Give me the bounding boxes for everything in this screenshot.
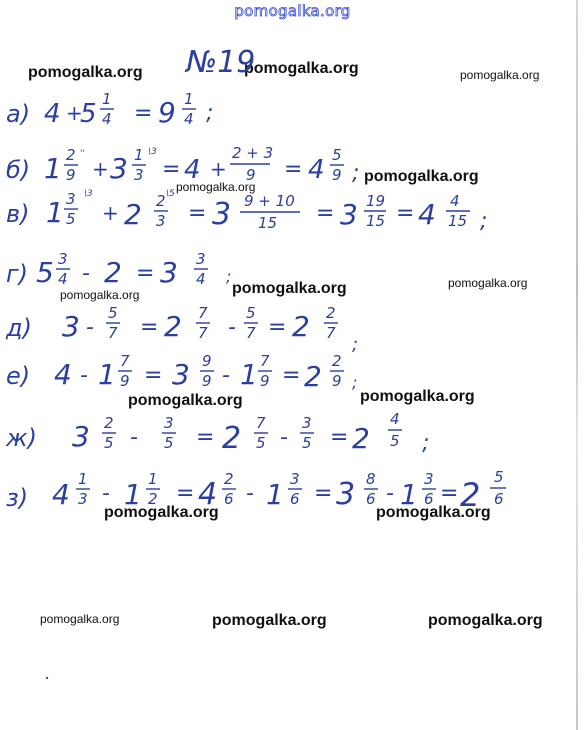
math-token: = xyxy=(162,157,181,182)
math-token: 7 xyxy=(198,304,208,322)
math-token: = xyxy=(136,261,155,286)
math-token: 3 xyxy=(164,414,174,432)
math-token: 5 xyxy=(104,434,114,452)
math-token: 2 xyxy=(164,310,182,343)
math-token: 8 xyxy=(366,470,376,488)
math-token: = xyxy=(282,363,301,388)
math-token: 2 xyxy=(124,198,142,231)
math-token: = xyxy=(188,201,207,226)
watermark: pomogalka.org xyxy=(448,276,528,290)
math-token: 1 xyxy=(78,470,88,488)
math-token: ; xyxy=(226,267,232,286)
ink-dot xyxy=(46,677,48,679)
math-token: 1 xyxy=(240,358,258,391)
math-token: 3 xyxy=(78,490,88,508)
math-token: - xyxy=(82,261,90,286)
math-token: 3 xyxy=(424,470,434,488)
math-token: 5 xyxy=(36,256,54,289)
math-token: 9 xyxy=(332,372,342,390)
math-token: 4 xyxy=(184,110,194,128)
math-token: 7 xyxy=(256,414,266,432)
watermark: pomogalka.org xyxy=(212,612,327,629)
math-token: 5 xyxy=(390,432,400,450)
math-token: 2 xyxy=(304,360,322,393)
math-token: 9 xyxy=(158,96,176,129)
math-token: - xyxy=(130,425,138,450)
math-token: 4 xyxy=(450,192,460,210)
math-token: \5 xyxy=(166,189,175,199)
math-token: 7 xyxy=(326,324,336,342)
math-token: 4 xyxy=(54,358,72,391)
math-token: ; xyxy=(206,101,214,126)
math-token: 6 xyxy=(224,490,234,508)
math-token: 2 xyxy=(66,146,76,164)
watermark: pomogalka.org xyxy=(376,504,491,521)
math-token: 6 xyxy=(494,490,504,508)
math-token: 3 xyxy=(172,358,190,391)
math-token: = xyxy=(440,481,459,506)
math-token: 4 xyxy=(308,155,325,185)
math-token: = xyxy=(196,425,215,450)
math-token: 5 xyxy=(256,434,266,452)
math-token: 5 xyxy=(302,434,312,452)
math-token: 2 xyxy=(156,192,166,210)
math-token: б) xyxy=(6,156,31,184)
math-token: = xyxy=(134,101,153,126)
math-token: 2 xyxy=(460,476,481,514)
math-token: 5 xyxy=(246,304,256,322)
watermark: pomogalka.org xyxy=(40,612,120,626)
math-token: 4 xyxy=(196,270,206,288)
line-a xyxy=(6,90,213,129)
math-token: 3 xyxy=(212,197,232,232)
site-header[interactable]: pomogalka.org xyxy=(234,2,351,20)
math-token: \3 xyxy=(84,189,93,199)
math-token: 2 xyxy=(326,304,336,322)
math-token: в) xyxy=(6,200,30,228)
line-v xyxy=(6,189,487,234)
math-token: 1 xyxy=(184,90,194,108)
math-token: - xyxy=(86,315,94,340)
math-token: 15 xyxy=(258,214,278,232)
line-z xyxy=(6,468,506,514)
math-token: = xyxy=(268,315,287,340)
math-token: 9 xyxy=(202,352,212,370)
watermark: pomogalka.org xyxy=(460,68,540,82)
math-token: 3 xyxy=(134,166,144,184)
math-token: 2 xyxy=(292,310,310,343)
math-token: - xyxy=(246,481,254,506)
math-token: = xyxy=(140,315,159,340)
math-token: - xyxy=(80,363,88,388)
watermark: pomogalka.org xyxy=(28,64,143,81)
math-token: - xyxy=(386,481,394,506)
line-d xyxy=(5,304,358,355)
math-token: 7 xyxy=(108,324,118,342)
math-token: а) xyxy=(6,100,31,128)
math-token: ; xyxy=(480,209,488,234)
math-token: 3 xyxy=(302,414,312,432)
math-token: 2 xyxy=(224,470,234,488)
math-token: - xyxy=(102,481,110,506)
math-token: 3 xyxy=(110,152,128,185)
math-token: 7 xyxy=(198,324,208,342)
math-token: 5 xyxy=(80,99,97,129)
math-token: 5 xyxy=(332,146,342,164)
math-token: 2 xyxy=(148,490,158,508)
math-token: ; xyxy=(422,431,430,456)
math-token: 1 xyxy=(98,358,116,391)
watermark: pomogalka.org xyxy=(128,392,243,409)
math-token: 3 xyxy=(340,198,358,231)
line-g xyxy=(6,250,231,289)
math-token: 1 xyxy=(44,152,62,185)
math-token: - xyxy=(280,425,288,450)
watermark: pomogalka.org xyxy=(244,60,359,77)
math-token: 1 xyxy=(134,146,144,164)
math-token: \3 xyxy=(148,147,157,157)
line-e xyxy=(6,352,357,393)
math-token: 1 xyxy=(124,478,142,511)
math-token: - xyxy=(222,363,230,388)
math-token: 3 xyxy=(72,420,90,453)
math-token: 15 xyxy=(448,212,468,230)
math-token: 3 xyxy=(290,470,300,488)
math-token: 4 xyxy=(418,198,436,231)
math-token: 4 xyxy=(58,270,68,288)
math-token: 6 xyxy=(424,490,434,508)
math-token: 4 xyxy=(52,478,70,511)
line-zh xyxy=(5,410,429,456)
watermark: pomogalka.org xyxy=(360,388,475,405)
math-token: 2 + 3 xyxy=(232,144,274,162)
math-token: = xyxy=(176,481,195,506)
math-token: 9 xyxy=(246,166,256,184)
line-b xyxy=(6,144,359,186)
math-token: 4 xyxy=(102,110,112,128)
math-token: з) xyxy=(6,484,29,512)
math-token: 9 + 10 xyxy=(244,192,295,210)
math-token: + xyxy=(66,101,83,125)
math-token: 9 xyxy=(202,372,212,390)
math-token: 3 xyxy=(62,310,80,343)
math-token: 9 xyxy=(66,166,76,184)
math-token: 4 xyxy=(390,410,400,428)
math-token: 2 xyxy=(104,414,114,432)
watermark: pomogalka.org xyxy=(176,180,256,194)
math-token: ; xyxy=(352,161,360,186)
math-token: 1 xyxy=(102,90,112,108)
math-token: ; xyxy=(352,373,358,392)
math-token: 15 xyxy=(366,212,386,230)
math-token: = xyxy=(316,201,335,226)
problem-number: №19 xyxy=(186,45,256,80)
math-token: '' xyxy=(80,149,85,159)
math-token: 6 xyxy=(366,490,376,508)
math-token: ; xyxy=(352,334,359,355)
math-token: 1 xyxy=(148,470,158,488)
math-token: 9 xyxy=(260,372,270,390)
math-token: 4 xyxy=(198,477,218,512)
watermark: pomogalka.org xyxy=(428,612,543,629)
watermark: pomogalka.org xyxy=(104,504,219,521)
math-token: 2 xyxy=(332,352,342,370)
math-token: г) xyxy=(6,260,28,288)
math-token: 9 xyxy=(332,166,342,184)
math-token: = xyxy=(330,425,349,450)
math-token: 9 xyxy=(120,372,130,390)
math-token: е) xyxy=(6,362,31,390)
math-token: 1 xyxy=(400,478,418,511)
math-token: 3 xyxy=(336,477,356,512)
math-token: 7 xyxy=(246,324,256,342)
math-token: = xyxy=(284,157,303,182)
math-token: 3 xyxy=(196,250,206,268)
math-token: 3 xyxy=(58,250,68,268)
watermark: pomogalka.org xyxy=(60,288,140,302)
math-token: 5 xyxy=(494,468,504,486)
math-token: 6 xyxy=(290,490,300,508)
math-token: = xyxy=(144,363,163,388)
math-token: ж) xyxy=(6,424,37,452)
math-token: 3 xyxy=(160,256,178,289)
math-token: = xyxy=(314,481,333,506)
math-token: 7 xyxy=(260,352,270,370)
math-token: = xyxy=(396,201,415,226)
math-token: 4 xyxy=(44,99,61,129)
math-token: 19 xyxy=(366,192,386,210)
math-token: + xyxy=(92,157,109,181)
math-token: 7 xyxy=(120,352,130,370)
math-token: 5 xyxy=(164,434,174,452)
math-token: - xyxy=(228,315,236,340)
math-token: д) xyxy=(6,314,32,342)
math-token: + xyxy=(210,157,227,181)
math-token: 2 xyxy=(104,256,122,289)
math-token: 1 xyxy=(266,478,284,511)
math-token: 5 xyxy=(66,210,76,228)
math-token: 3 xyxy=(66,190,76,208)
math-token: 3 xyxy=(156,212,166,230)
watermark: pomogalka.org xyxy=(232,280,347,297)
math-token: 2 xyxy=(222,421,242,456)
math-token: 4 xyxy=(184,155,201,185)
math-token: 5 xyxy=(108,304,118,322)
math-token: + xyxy=(102,201,119,225)
math-token: 1 xyxy=(46,196,64,229)
math-token: 2 xyxy=(352,422,370,455)
watermark: pomogalka.org xyxy=(364,168,479,185)
